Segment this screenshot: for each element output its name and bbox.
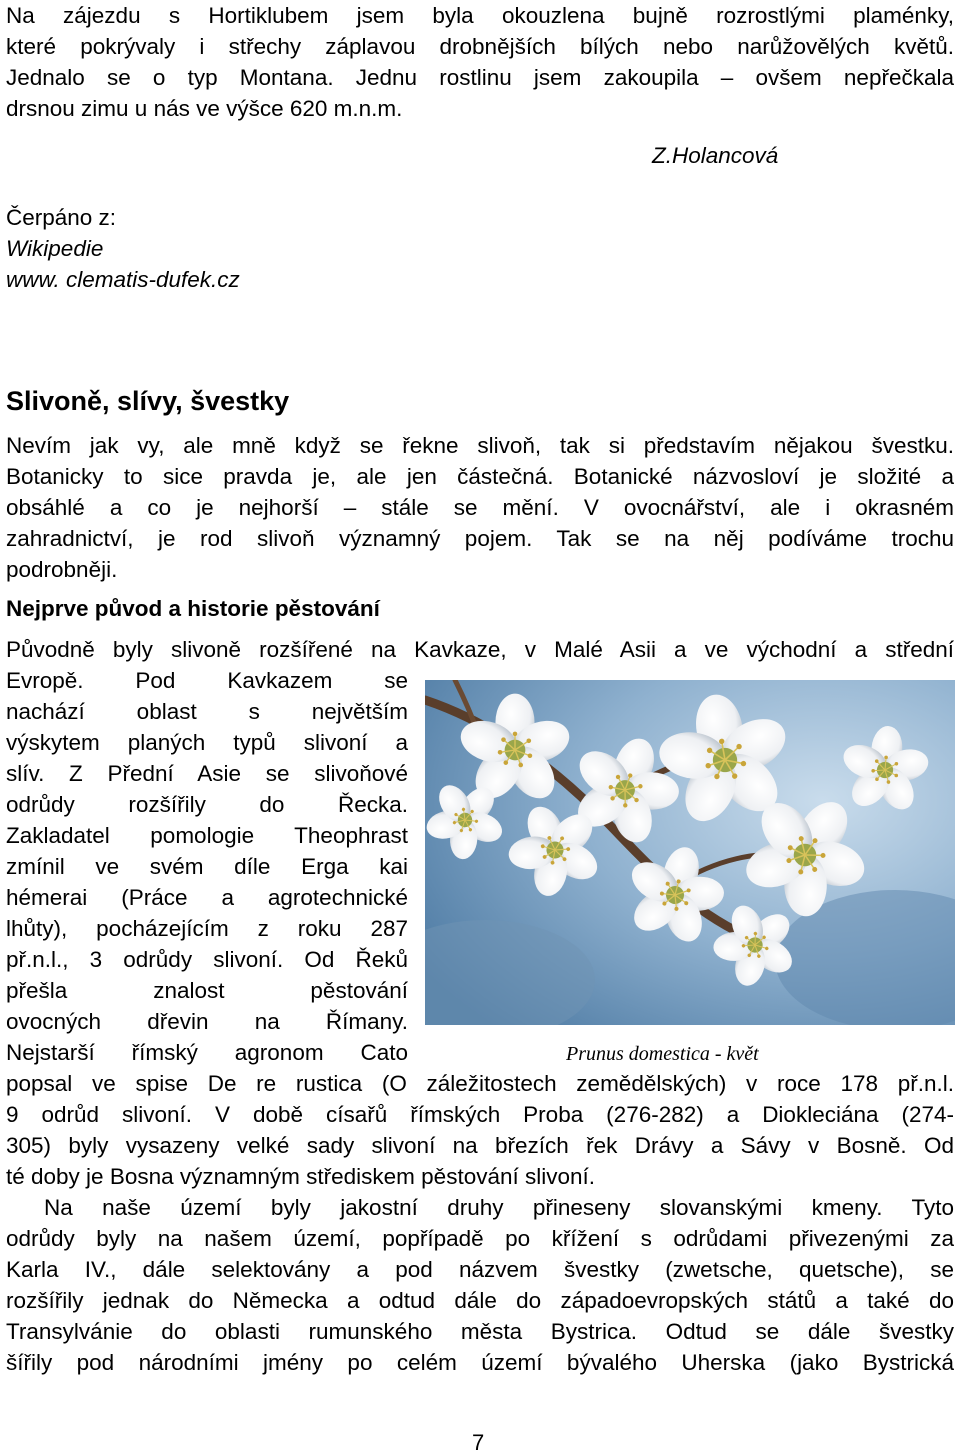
- text-line: odrůdy byly na našem území, popřípadě po křížení s odrůdami přivezenými za: [6, 1226, 954, 1251]
- plum-blossom-photo: [425, 680, 955, 1025]
- text-line: odrůdy rozšířily do Řecka.: [6, 792, 408, 817]
- text-line: drsnou zimu u nás ve výšce 620 m.n.m.: [6, 96, 403, 121]
- article-title: Slivoně, slívy, švestky: [6, 386, 290, 416]
- text-line: popsal ve spise De re rustica (O záležitostech zemědělských) v roce 178 př.n.l.: [6, 1071, 954, 1096]
- text-line: Nevím jak vy, ale mně když se řekne slivoň, tak si představím nějakou švestku.: [6, 433, 954, 458]
- text-line: hémerai (Práce a agrotechnické: [6, 885, 408, 910]
- source-item: www. clematis-dufek.cz: [6, 267, 240, 292]
- text-line: zahradnictví, je rod slivoň významný pojem. Tak se na něj podíváme trochu: [6, 526, 954, 551]
- text-line: Evropě. Pod Kavkazem se: [6, 668, 408, 693]
- text-line: rozšířily jednak do Německa a odtud dále do západoevropských států a také do: [6, 1288, 954, 1313]
- photo-caption: Prunus domestica - květ: [566, 1043, 759, 1060]
- text-line: šířily pod národními jmény po celém území bývalého Uherska (jako Bystrická: [6, 1350, 954, 1375]
- origin-narrow-column: [6, 665, 408, 1068]
- text-line: zmínil ve svém díle Erga kai: [6, 854, 408, 879]
- text-line: přešla znalost pěstování: [6, 978, 408, 1003]
- text-line: Botanicky to sice pravda je, ale jen částečná. Botanické názvosloví je složité a: [6, 464, 954, 489]
- text-line: Na zájezdu s Hortiklubem jsem byla okouzlena bujně rozrostlými plaménky,: [6, 3, 954, 28]
- text-line: Zakladatel pomologie Theophrast: [6, 823, 408, 848]
- text-line: té doby je Bosna významným střediskem pěstování slivoní.: [6, 1164, 596, 1189]
- text-line: Transylvánie do oblasti rumunského města Bystrica. Odtud se dále švestky: [6, 1319, 954, 1344]
- text-line: obsáhlé a co je nejhorší – stále se mění. V ovocnářství, ale i okrasném: [6, 495, 954, 520]
- text-line: Původně byly slivoně rozšířené na Kavkaze, v Malé Asii a ve východní a střední: [6, 637, 954, 662]
- sources-label: Čerpáno z:: [6, 205, 117, 230]
- paragraph-slavic: [6, 1192, 954, 1378]
- text-line: Karla IV., dále selektovány a pod názvem švestky (zwetsche, quetsche), se: [6, 1257, 954, 1282]
- text-line: Jednalo se o typ Montana. Jednu rostlinu jsem zakoupila – ovšem nepřečkala: [6, 65, 954, 90]
- source-item: Wikipedie: [6, 236, 104, 261]
- text-line: Nejstarší římský agronom Cato: [6, 1040, 408, 1065]
- text-line: ovocných dřevin na Římany.: [6, 1009, 408, 1034]
- article-intro: [6, 430, 954, 585]
- text-line: které pokrývaly i střechy záplavou drobnějších bílých nebo narůžovělých květů.: [6, 34, 954, 59]
- text-line: lhůty), pocházejícím z roku 287: [6, 916, 408, 941]
- text-line: podrobněji.: [6, 557, 118, 582]
- text-line: slív. Z Přední Asie se slivoňové: [6, 761, 408, 786]
- page-number: 7: [472, 1430, 485, 1455]
- text-line: 9 odrůd slivoní. V době císařů římských Proba (276-282) a Diokleciána (274-: [6, 1102, 954, 1127]
- origin-first-line: [6, 634, 954, 665]
- text-line: př.n.l., 3 odrůdy slivoní. Od Řeků: [6, 947, 408, 972]
- text-line: výskytem planých typů slivoní a: [6, 730, 408, 755]
- text-line: nachází oblast s největším: [6, 699, 408, 724]
- text-line: Na naše území byly jakostní druhy přineseny slovanskými kmeny. Tyto: [44, 1195, 954, 1220]
- origin-rest: [6, 1068, 954, 1192]
- author-signature: Z.Holancová: [652, 143, 779, 168]
- sources-block: [6, 202, 240, 295]
- text-line: 305) byly vysazeny velké sady slivoní na březích řek Drávy a Sávy v Bosně. Od: [6, 1133, 954, 1158]
- intro-paragraph: [6, 0, 954, 124]
- section-heading: Nejprve původ a historie pěstování: [6, 596, 380, 621]
